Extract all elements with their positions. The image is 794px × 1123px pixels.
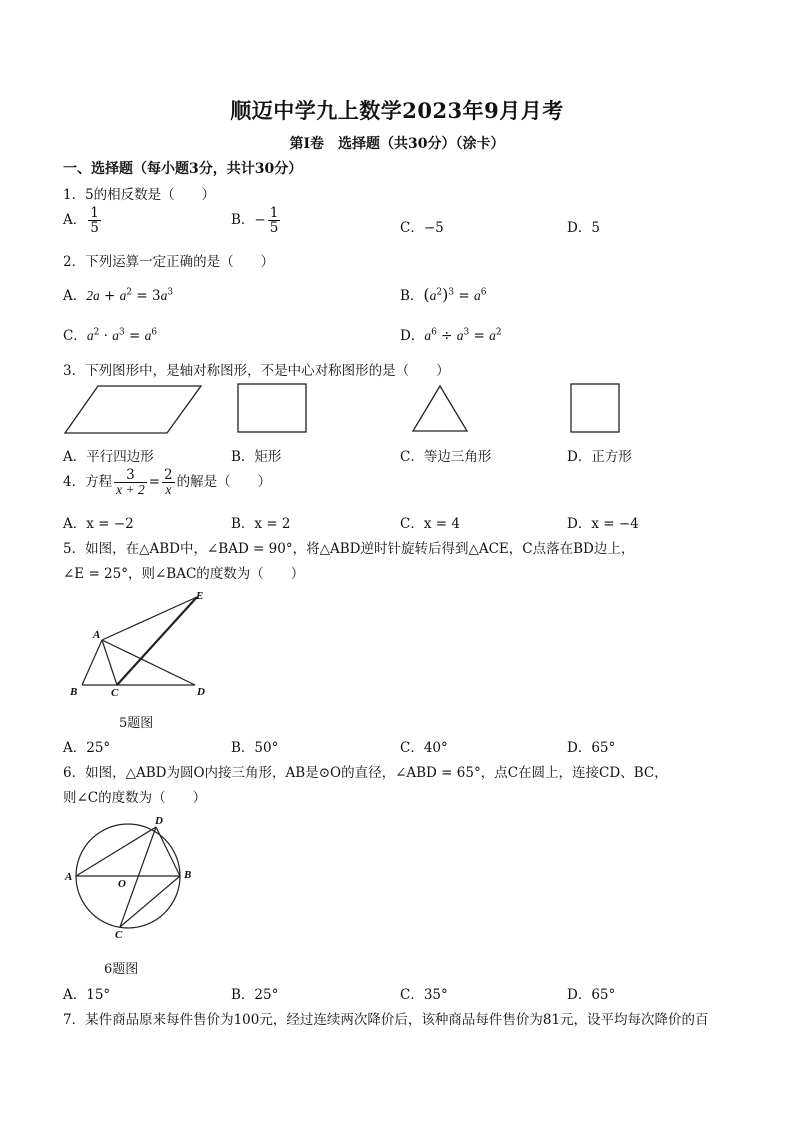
q2-option-c[interactable]: C．$a^2 \cdot a^3 = a^6$ (63, 327, 158, 344)
q1-b-fraction: $\frac{1}{5}$ (269, 205, 279, 237)
triangle-shape (413, 386, 467, 431)
q1-option-a[interactable] (63, 206, 103, 235)
q5-caption: 5题图 (119, 716, 154, 731)
q6-option-c[interactable]: C．35° (400, 987, 448, 1003)
q2-option-b[interactable]: B．$(a^2)^3 = a^6$ (400, 285, 487, 304)
q1-option-d[interactable]: D．5 (567, 220, 600, 236)
q1-option-b[interactable] (231, 206, 282, 235)
q1-option-c[interactable]: C．−5 (400, 220, 444, 236)
q1-b-sign: − (254, 212, 266, 229)
q4-option-a[interactable]: A．x = −2 (63, 516, 134, 532)
q4-option-b[interactable]: B．x = 2 (231, 516, 291, 532)
q6-caption: 6题图 (104, 962, 139, 977)
q3-option-a[interactable]: A．平行四边形 (63, 449, 154, 465)
q5-label-d: D (197, 686, 205, 698)
q6-option-b[interactable]: B．25° (231, 987, 279, 1003)
q5-option-a[interactable]: A．25° (63, 740, 111, 756)
q5-label-c: C (111, 687, 119, 699)
q1-b-label: B． (231, 212, 255, 229)
q6-label-o: O (118, 878, 126, 890)
q5-line1: 5．如图，在△ABD中，∠BAD = 90°，将△ABD逆时针旋转后得到△ACE，C点落在BD边上， (63, 541, 635, 557)
part-subtitle: 第Ⅰ卷 选择题（共30分）（涂卡） (289, 136, 505, 152)
square-shape (571, 384, 619, 432)
section-heading: 一、选择题（每小题3分，共计30分） (63, 161, 303, 177)
parallelogram-shape (65, 386, 201, 433)
q6-line2: 则∠C的度数为（ ） (63, 790, 207, 806)
q2-option-a[interactable]: A．$2a + a^2 = 3a^3$ (63, 287, 174, 304)
q6-option-d[interactable]: D．65° (567, 987, 616, 1003)
q6-option-a[interactable]: A．15° (63, 987, 111, 1003)
q3-option-c[interactable]: C．等边三角形 (400, 449, 492, 465)
q6-line1: 6．如图，△ABD为圆O内接三角形，AB是⊙O的直径，∠ABD = 65°，点C在圆上，连接CD、BC， (63, 765, 668, 781)
q5-line2: ∠E = 25°，则∠BAC的度数为（ ） (63, 566, 305, 582)
page-title: 顺迈中学九上数学2023年9月月考 (230, 98, 564, 123)
q3-stem: 3．下列图形中，是轴对称图形，不是中心对称图形的是（ ） (63, 363, 450, 379)
q3-option-b[interactable]: B．矩形 (231, 449, 282, 465)
q1-a-label: A． (63, 212, 87, 229)
q6-figure (60, 812, 210, 944)
q5-label-e: E (196, 590, 204, 602)
q3-option-d[interactable]: D．正方形 (567, 449, 632, 465)
q5-label-a: A (93, 629, 101, 641)
q6-label-a: A (65, 871, 73, 883)
q4-option-c[interactable]: C．x = 4 (400, 516, 460, 532)
q4-option-d[interactable]: D．x = −4 (567, 516, 639, 532)
q5-label-b: B (70, 686, 78, 698)
q3-shapes (60, 380, 700, 438)
q1-stem: 1．5的相反数是（ ） (63, 187, 216, 203)
q6-label-b: B (184, 869, 192, 881)
q5-option-c[interactable]: C．40° (400, 740, 448, 756)
q5-option-d[interactable]: D．65° (567, 740, 616, 756)
q4-stem: 4．方程 $\frac{3}{x + 2}$ = $\frac{2}{x}$ 的解是（ ） (63, 467, 272, 498)
q5-figure (60, 585, 230, 700)
q5-option-b[interactable]: B．50° (231, 740, 279, 756)
q1-a-fraction: $\frac{1}{5}$ (90, 205, 99, 237)
q2-option-d[interactable]: D．$a^6 \div a^3 = a^2$ (400, 327, 502, 344)
rectangle-shape (238, 384, 306, 432)
q6-label-d: D (155, 815, 163, 827)
q2-stem: 2．下列运算一定正确的是（ ） (63, 254, 275, 270)
q6-label-c: C (115, 929, 123, 941)
q7-line1: 7．某件商品原来每件售价为100元，经过连续两次降价后，该种商品每件售价为81元，设平均每次降价的百 (63, 1012, 709, 1028)
